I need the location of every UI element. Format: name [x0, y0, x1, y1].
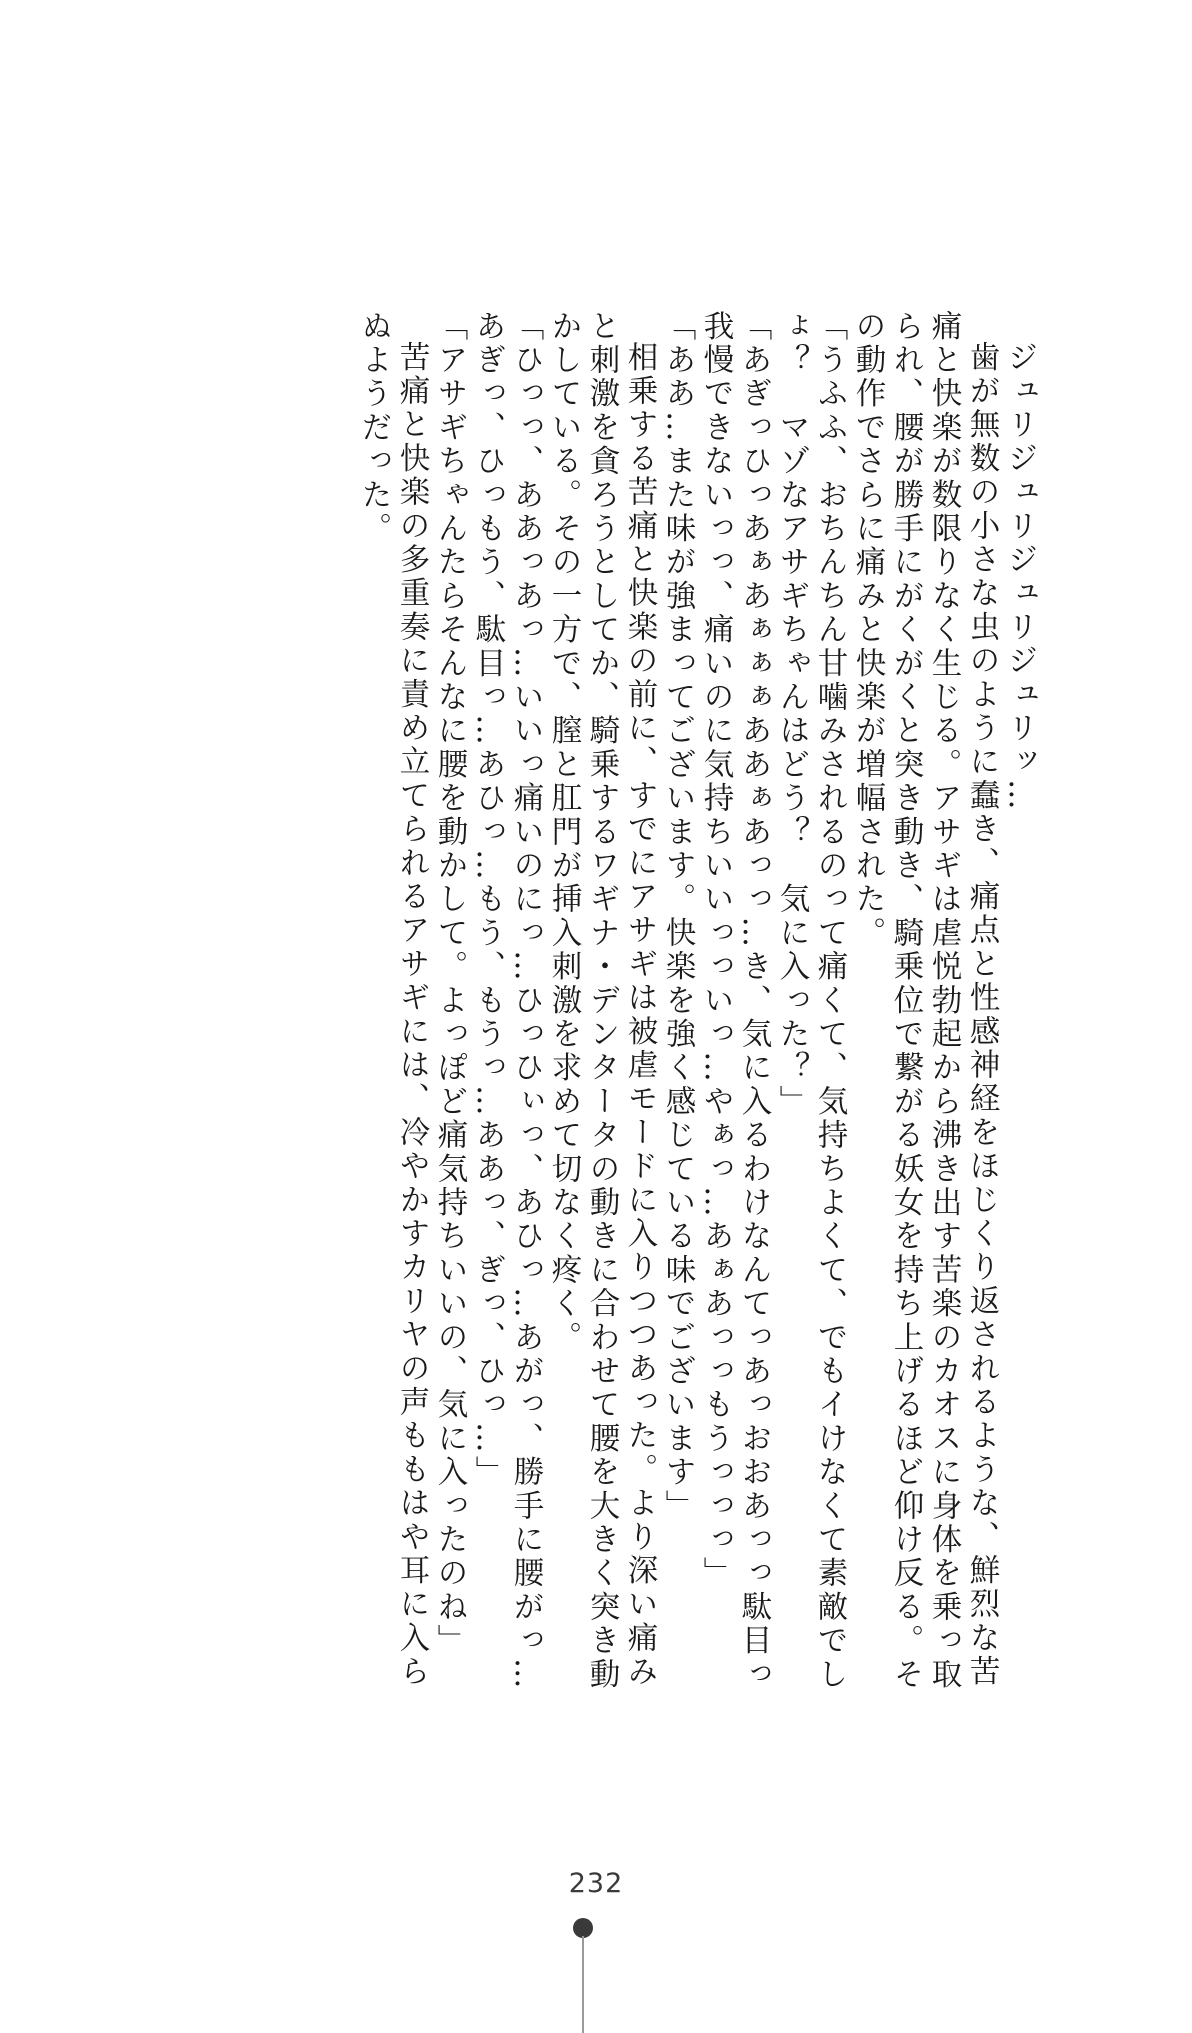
dialogue-1: 「うふふ、おちんちん甘噛みされるのって痛くて、気持ちよくて、でもイけなくて素敵でしょ？ マゾなアサギちゃんはどう？ 気に入った？」 — [774, 310, 847, 1692]
dialogue-2: 「あぎっひっあぁあぁぁぁああぁあっっ…き、気に入るわけなんてっあっおおあっっ駄目っ我慢できないっっ、痛いのに気持ちいいっっいっ…やぁっ…あぁあっっもうっっっ」 — [698, 310, 771, 1692]
paragraph-1: ジュリジュリジュリジュリッ… — [1002, 340, 1037, 813]
dialogue-3: 「ああ…また味が強まってございます。快楽を強く感じている味でございます」 — [660, 310, 695, 1524]
paragraph-3: 相乗する苦痛と快楽の前に、すでにアサギは被虐モードに入りつつあった。より深い痛みと刺激を貪ろうとしてか、騎乗するワギナ・デンタータの動きに合わせて腰を大きく突き動かしている。その一方で、膣と肛門が挿入刺激を求めて切なく疼く。 — [546, 310, 657, 1692]
page-number: 232 — [568, 1868, 624, 1899]
dialogue-4: 「ひっっ、ああっあっ…いいっ痛いのにっ…ひっひぃっ、あひっ…あがっ、勝手に腰がっ…あぎっ、ひっもう、駄目っ…あひっ…もう、もうっ…ああっ、ぎっ、ひっ…」 — [470, 310, 543, 1692]
paragraph-2: 歯が無数の小さな虫のように蠢き、痛点と性感神経をほじくり返されるような、鮮烈な苦痛と快楽が数限りなく生じる。アサギは虐悦勃起から沸き出す苦楽のカオスに身体を乗っ取られ、腰が勝手にがくがくと突き動き、騎乗位で繋がる妖女を持ち上げるほど仰け反る。その動作でさらに痛みと快楽が増幅された。 — [850, 310, 999, 1692]
dialogue-5: 「アサギちゃんたらそんなに腰を動かして。よっぽど痛気持ちいいの、気に入ったのね」 — [432, 310, 467, 1658]
page-marker-line — [582, 1936, 584, 2033]
page-marker-dot-icon — [573, 1918, 593, 1938]
vertical-text-body — [118, 310, 1038, 1720]
paragraph-4: 苦痛と快楽の多重奏に責め立てられるアサギには、冷やかすカリヤの声ももはや耳に入らぬようだった。 — [356, 310, 429, 1689]
